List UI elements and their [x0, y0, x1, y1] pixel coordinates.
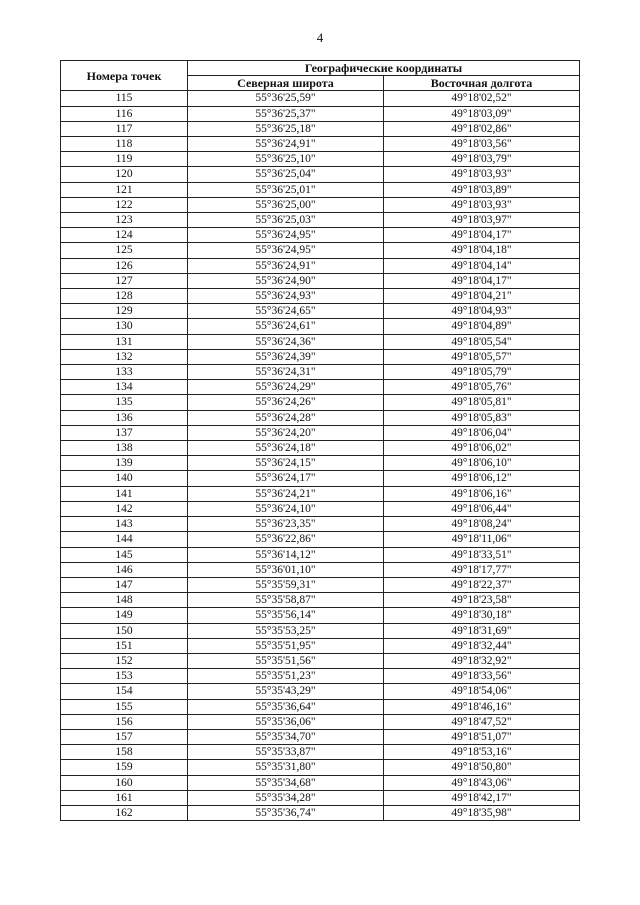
table-row — [61, 638, 580, 653]
longitude-cell: 49°18'47,52" — [384, 714, 580, 729]
point-number-cell: 149 — [61, 608, 188, 623]
point-number-cell: 146 — [61, 562, 188, 577]
point-number-cell: 119 — [61, 152, 188, 167]
point-number-cell: 139 — [61, 456, 188, 471]
longitude-cell: 49°18'03,93" — [384, 197, 580, 212]
longitude-cell: 49°18'04,14" — [384, 258, 580, 273]
point-number-cell: 161 — [61, 790, 188, 805]
point-number-cell: 143 — [61, 517, 188, 532]
latitude-cell: 55°36'14,12" — [188, 547, 384, 562]
latitude-cell: 55°36'24,65" — [188, 304, 384, 319]
latitude-cell: 55°36'22,86" — [188, 532, 384, 547]
table-header — [61, 61, 580, 91]
latitude-cell: 55°36'25,37" — [188, 106, 384, 121]
table-row — [61, 182, 580, 197]
point-number-cell: 141 — [61, 486, 188, 501]
table-row — [61, 760, 580, 775]
longitude-cell: 49°18'04,21" — [384, 289, 580, 304]
latitude-cell: 55°36'24,36" — [188, 334, 384, 349]
latitude-cell: 55°36'24,91" — [188, 137, 384, 152]
table-row — [61, 273, 580, 288]
point-number-cell: 155 — [61, 699, 188, 714]
table-row — [61, 425, 580, 440]
table-row — [61, 167, 580, 182]
latitude-cell: 55°35'36,64" — [188, 699, 384, 714]
point-number-cell: 144 — [61, 532, 188, 547]
longitude-cell: 49°18'46,16" — [384, 699, 580, 714]
longitude-cell: 49°18'03,79" — [384, 152, 580, 167]
table-row — [61, 486, 580, 501]
longitude-cell: 49°18'23,58" — [384, 593, 580, 608]
longitude-cell: 49°18'08,24" — [384, 517, 580, 532]
table-row — [61, 593, 580, 608]
latitude-cell: 55°36'24,26" — [188, 395, 384, 410]
table-row — [61, 197, 580, 212]
table-row — [61, 805, 580, 820]
latitude-cell: 55°36'24,29" — [188, 380, 384, 395]
longitude-cell: 49°18'04,18" — [384, 243, 580, 258]
latitude-cell: 55°36'24,95" — [188, 243, 384, 258]
table-row — [61, 243, 580, 258]
table-row — [61, 106, 580, 121]
longitude-cell: 49°18'33,56" — [384, 669, 580, 684]
longitude-cell: 49°18'32,92" — [384, 653, 580, 668]
header-east-longitude: Восточная долгота — [384, 76, 580, 91]
table-row — [61, 289, 580, 304]
latitude-cell: 55°36'24,10" — [188, 501, 384, 516]
table-row — [61, 319, 580, 334]
table-row — [61, 228, 580, 243]
latitude-cell: 55°35'36,06" — [188, 714, 384, 729]
longitude-cell: 49°18'53,16" — [384, 745, 580, 760]
latitude-cell: 55°35'34,68" — [188, 775, 384, 790]
latitude-cell: 55°36'23,35" — [188, 517, 384, 532]
longitude-cell: 49°18'11,06" — [384, 532, 580, 547]
table-row — [61, 775, 580, 790]
point-number-cell: 120 — [61, 167, 188, 182]
table-row — [61, 121, 580, 136]
longitude-cell: 49°18'06,16" — [384, 486, 580, 501]
point-number-cell: 142 — [61, 501, 188, 516]
table-row — [61, 684, 580, 699]
point-number-cell: 127 — [61, 273, 188, 288]
longitude-cell: 49°18'03,97" — [384, 213, 580, 228]
table-row — [61, 380, 580, 395]
longitude-cell: 49°18'05,57" — [384, 349, 580, 364]
point-number-cell: 140 — [61, 471, 188, 486]
longitude-cell: 49°18'43,06" — [384, 775, 580, 790]
longitude-cell: 49°18'03,93" — [384, 167, 580, 182]
point-number-cell: 151 — [61, 638, 188, 653]
longitude-cell: 49°18'02,52" — [384, 91, 580, 106]
longitude-cell: 49°18'31,69" — [384, 623, 580, 638]
latitude-cell: 55°36'24,61" — [188, 319, 384, 334]
longitude-cell: 49°18'04,17" — [384, 273, 580, 288]
latitude-cell: 55°36'25,00" — [188, 197, 384, 212]
longitude-cell: 49°18'51,07" — [384, 729, 580, 744]
table-row — [61, 517, 580, 532]
point-number-cell: 133 — [61, 365, 188, 380]
point-number-cell: 160 — [61, 775, 188, 790]
table-row — [61, 623, 580, 638]
table-row — [61, 137, 580, 152]
table-row — [61, 532, 580, 547]
table-row — [61, 699, 580, 714]
point-number-cell: 124 — [61, 228, 188, 243]
point-number-cell: 138 — [61, 441, 188, 456]
latitude-cell: 55°35'58,87" — [188, 593, 384, 608]
table-row — [61, 91, 580, 106]
table-row — [61, 790, 580, 805]
longitude-cell: 49°18'05,81" — [384, 395, 580, 410]
point-number-cell: 136 — [61, 410, 188, 425]
longitude-cell: 49°18'06,02" — [384, 441, 580, 456]
point-number-cell: 159 — [61, 760, 188, 775]
point-number-cell: 158 — [61, 745, 188, 760]
table-row — [61, 258, 580, 273]
point-number-cell: 123 — [61, 213, 188, 228]
point-number-cell: 150 — [61, 623, 188, 638]
point-number-cell: 117 — [61, 121, 188, 136]
point-number-cell: 147 — [61, 577, 188, 592]
point-number-cell: 132 — [61, 349, 188, 364]
point-number-cell: 128 — [61, 289, 188, 304]
table-row — [61, 334, 580, 349]
latitude-cell: 55°35'53,25" — [188, 623, 384, 638]
table-row — [61, 304, 580, 319]
point-number-cell: 135 — [61, 395, 188, 410]
latitude-cell: 55°36'01,10" — [188, 562, 384, 577]
point-number-cell: 131 — [61, 334, 188, 349]
latitude-cell: 55°36'24,21" — [188, 486, 384, 501]
latitude-cell: 55°36'24,95" — [188, 228, 384, 243]
latitude-cell: 55°35'34,70" — [188, 729, 384, 744]
point-number-cell: 116 — [61, 106, 188, 121]
latitude-cell: 55°35'33,87" — [188, 745, 384, 760]
table-row — [61, 729, 580, 744]
table-row — [61, 152, 580, 167]
longitude-cell: 49°18'30,18" — [384, 608, 580, 623]
latitude-cell: 55°36'24,90" — [188, 273, 384, 288]
latitude-cell: 55°36'24,18" — [188, 441, 384, 456]
latitude-cell: 55°36'25,04" — [188, 167, 384, 182]
latitude-cell: 55°36'24,31" — [188, 365, 384, 380]
latitude-cell: 55°36'25,01" — [188, 182, 384, 197]
latitude-cell: 55°36'25,18" — [188, 121, 384, 136]
point-number-cell: 130 — [61, 319, 188, 334]
longitude-cell: 49°18'06,10" — [384, 456, 580, 471]
table-row — [61, 471, 580, 486]
table-body — [61, 91, 580, 821]
table-row — [61, 410, 580, 425]
longitude-cell: 49°18'04,93" — [384, 304, 580, 319]
point-number-cell: 157 — [61, 729, 188, 744]
point-number-cell: 134 — [61, 380, 188, 395]
latitude-cell: 55°35'31,80" — [188, 760, 384, 775]
latitude-cell: 55°35'51,56" — [188, 653, 384, 668]
point-number-cell: 152 — [61, 653, 188, 668]
table-row — [61, 714, 580, 729]
header-row-top — [61, 61, 580, 76]
latitude-cell: 55°36'24,28" — [188, 410, 384, 425]
latitude-cell: 55°36'24,39" — [188, 349, 384, 364]
longitude-cell: 49°18'06,04" — [384, 425, 580, 440]
table-row — [61, 577, 580, 592]
longitude-cell: 49°18'42,17" — [384, 790, 580, 805]
latitude-cell: 55°35'51,23" — [188, 669, 384, 684]
longitude-cell: 49°18'05,76" — [384, 380, 580, 395]
longitude-cell: 49°18'54,06" — [384, 684, 580, 699]
point-number-cell: 154 — [61, 684, 188, 699]
latitude-cell: 55°35'34,28" — [188, 790, 384, 805]
header-north-latitude: Северная широта — [188, 76, 384, 91]
longitude-cell: 49°18'22,37" — [384, 577, 580, 592]
point-number-cell: 153 — [61, 669, 188, 684]
longitude-cell: 49°18'32,44" — [384, 638, 580, 653]
table-row — [61, 547, 580, 562]
longitude-cell: 49°18'50,80" — [384, 760, 580, 775]
header-points: Номера точек — [61, 61, 188, 91]
table-row — [61, 213, 580, 228]
coordinates-table — [60, 60, 580, 821]
longitude-cell: 49°18'03,09" — [384, 106, 580, 121]
page-number: 4 — [316, 30, 324, 45]
longitude-cell: 49°18'04,17" — [384, 228, 580, 243]
point-number-cell: 137 — [61, 425, 188, 440]
longitude-cell: 49°18'04,89" — [384, 319, 580, 334]
latitude-cell: 55°35'51,95" — [188, 638, 384, 653]
latitude-cell: 55°35'43,29" — [188, 684, 384, 699]
table-row — [61, 365, 580, 380]
latitude-cell: 55°36'25,10" — [188, 152, 384, 167]
latitude-cell: 55°36'24,20" — [188, 425, 384, 440]
latitude-cell: 55°36'24,17" — [188, 471, 384, 486]
longitude-cell: 49°18'05,83" — [384, 410, 580, 425]
point-number-cell: 125 — [61, 243, 188, 258]
longitude-cell: 49°18'35,98" — [384, 805, 580, 820]
longitude-cell: 49°18'02,86" — [384, 121, 580, 136]
point-number-cell: 145 — [61, 547, 188, 562]
header-geo-coordinates: Географические координаты — [188, 61, 580, 76]
latitude-cell: 55°36'24,91" — [188, 258, 384, 273]
point-number-cell: 121 — [61, 182, 188, 197]
longitude-cell: 49°18'17,77" — [384, 562, 580, 577]
point-number-cell: 118 — [61, 137, 188, 152]
latitude-cell: 55°36'25,59" — [188, 91, 384, 106]
longitude-cell: 49°18'06,12" — [384, 471, 580, 486]
point-number-cell: 156 — [61, 714, 188, 729]
latitude-cell: 55°35'56,14" — [188, 608, 384, 623]
latitude-cell: 55°36'25,03" — [188, 213, 384, 228]
point-number-cell: 126 — [61, 258, 188, 273]
table-row — [61, 669, 580, 684]
table-row — [61, 562, 580, 577]
table-row — [61, 456, 580, 471]
point-number-cell: 129 — [61, 304, 188, 319]
point-number-cell: 115 — [61, 91, 188, 106]
longitude-cell: 49°18'33,51" — [384, 547, 580, 562]
point-number-cell: 122 — [61, 197, 188, 212]
table-row — [61, 745, 580, 760]
longitude-cell: 49°18'05,54" — [384, 334, 580, 349]
point-number-cell: 162 — [61, 805, 188, 820]
table-row — [61, 608, 580, 623]
table-row — [61, 349, 580, 364]
latitude-cell: 55°35'36,74" — [188, 805, 384, 820]
longitude-cell: 49°18'03,89" — [384, 182, 580, 197]
table-row — [61, 653, 580, 668]
table-row — [61, 501, 580, 516]
latitude-cell: 55°36'24,15" — [188, 456, 384, 471]
table-row — [61, 395, 580, 410]
point-number-cell: 148 — [61, 593, 188, 608]
longitude-cell: 49°18'06,44" — [384, 501, 580, 516]
longitude-cell: 49°18'03,56" — [384, 137, 580, 152]
latitude-cell: 55°35'59,31" — [188, 577, 384, 592]
table-row — [61, 441, 580, 456]
longitude-cell: 49°18'05,79" — [384, 365, 580, 380]
latitude-cell: 55°36'24,93" — [188, 289, 384, 304]
